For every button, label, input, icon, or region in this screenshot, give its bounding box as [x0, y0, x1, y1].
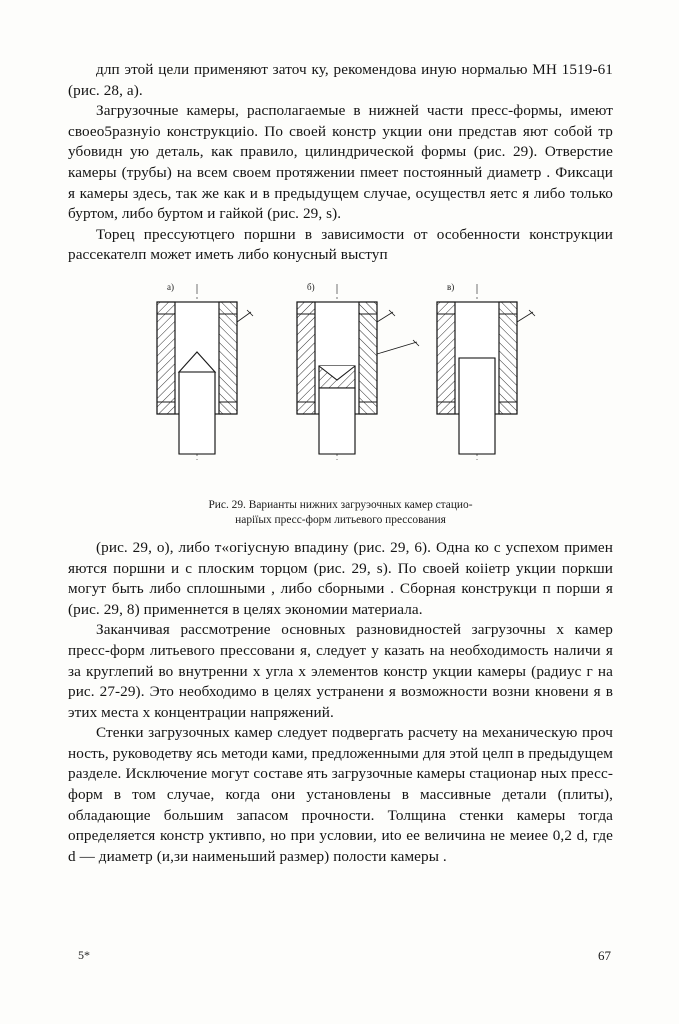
press-chambers-diagram: [131, 280, 551, 492]
figure-caption: [68, 498, 613, 528]
figure-caption-line-1: Рис. 29. Варианты нижних загруэочных камер стацио-: [208, 498, 473, 511]
paragraph-1: длп этой цели применяют заточ ку, рекомендова иную нормалью МН 1519-61 (рис. 28, а).: [68, 61, 613, 99]
signature-mark: 5*: [78, 948, 90, 962]
figure-29: [68, 280, 613, 526]
paragraph-6: Стенки загрузочных камер следует подвергать расчету на механическую проч ность, руководетву ясь методи ками, предложенными для этой целп в предыдущем разделе. Исключение могут составе ять загрузочные камеры стационар ных пресс-форм в том случае, когда они установлены в массивные детали (плиты), обладающие большим запасом прочности. Толщина стенки камеры тогда определяется констр уктивпо, но при условии, иto ее величина не меиее 0,2 d, где d — диаметр (и,зи наименьший размер) полости камеры .: [68, 724, 613, 865]
paragraph-4: (рис. 29, о), либо т«огіусную впадину (рис. 29, 6). Одна ко с успехом примен яются поршни и с плоским торцом (рис. 29, s). По своей коііетр укции поркши могут быть либо сплошными , либо сборными . Сборная конструкци п порши я (рис. 29, 8) применнется в целях экономии материала.: [68, 538, 613, 618]
svg-text:б): б): [306, 281, 315, 292]
paragraph-2: Загрузочные камеры, располагаемые в нижней части пресс-формы, имеют своео5разнуіо конструкциіо. По своей констр укции они представ яют собой тр убовидн ую деталь, как правило, цилиндрической формы (рис. 29). Отверстие камеры (трубы) на всем своем протяжении пмеет постоянный диаметр . Фиксаци я камеры здесь, так же как и в предыдущем случае, осуществл яетс я либо только буртом, либо буртом и гайкой (рис. 29, s).: [68, 102, 613, 223]
figure-caption-line-2: наріїых пресс-форм литьевого прессования: [235, 513, 446, 526]
paragraph-5: Заканчивая рассмотрение основных разновидностей загрузочны х камер пресс-форм литьевого прессовани я, следует у казать на необходимость наличи я за круглепий во внутренни х угла х элементов констр укции камеры (радиус г на рис. 27-29). Это необходимо в целях устранени я возможности возни кновени я в этих места х концентрации напряжений.: [68, 621, 613, 721]
svg-text:в): в): [446, 281, 454, 292]
page-footer: [68, 948, 611, 966]
figure-drawing: [68, 280, 613, 492]
paragraph-3: Торец прессуютцего поршни в зависимости от особенности конструкции рассекателп может иметь либо конусный выступ: [68, 225, 613, 264]
svg-text:а): а): [166, 281, 174, 292]
page-number: 67: [598, 948, 611, 963]
text-column: [68, 60, 613, 867]
